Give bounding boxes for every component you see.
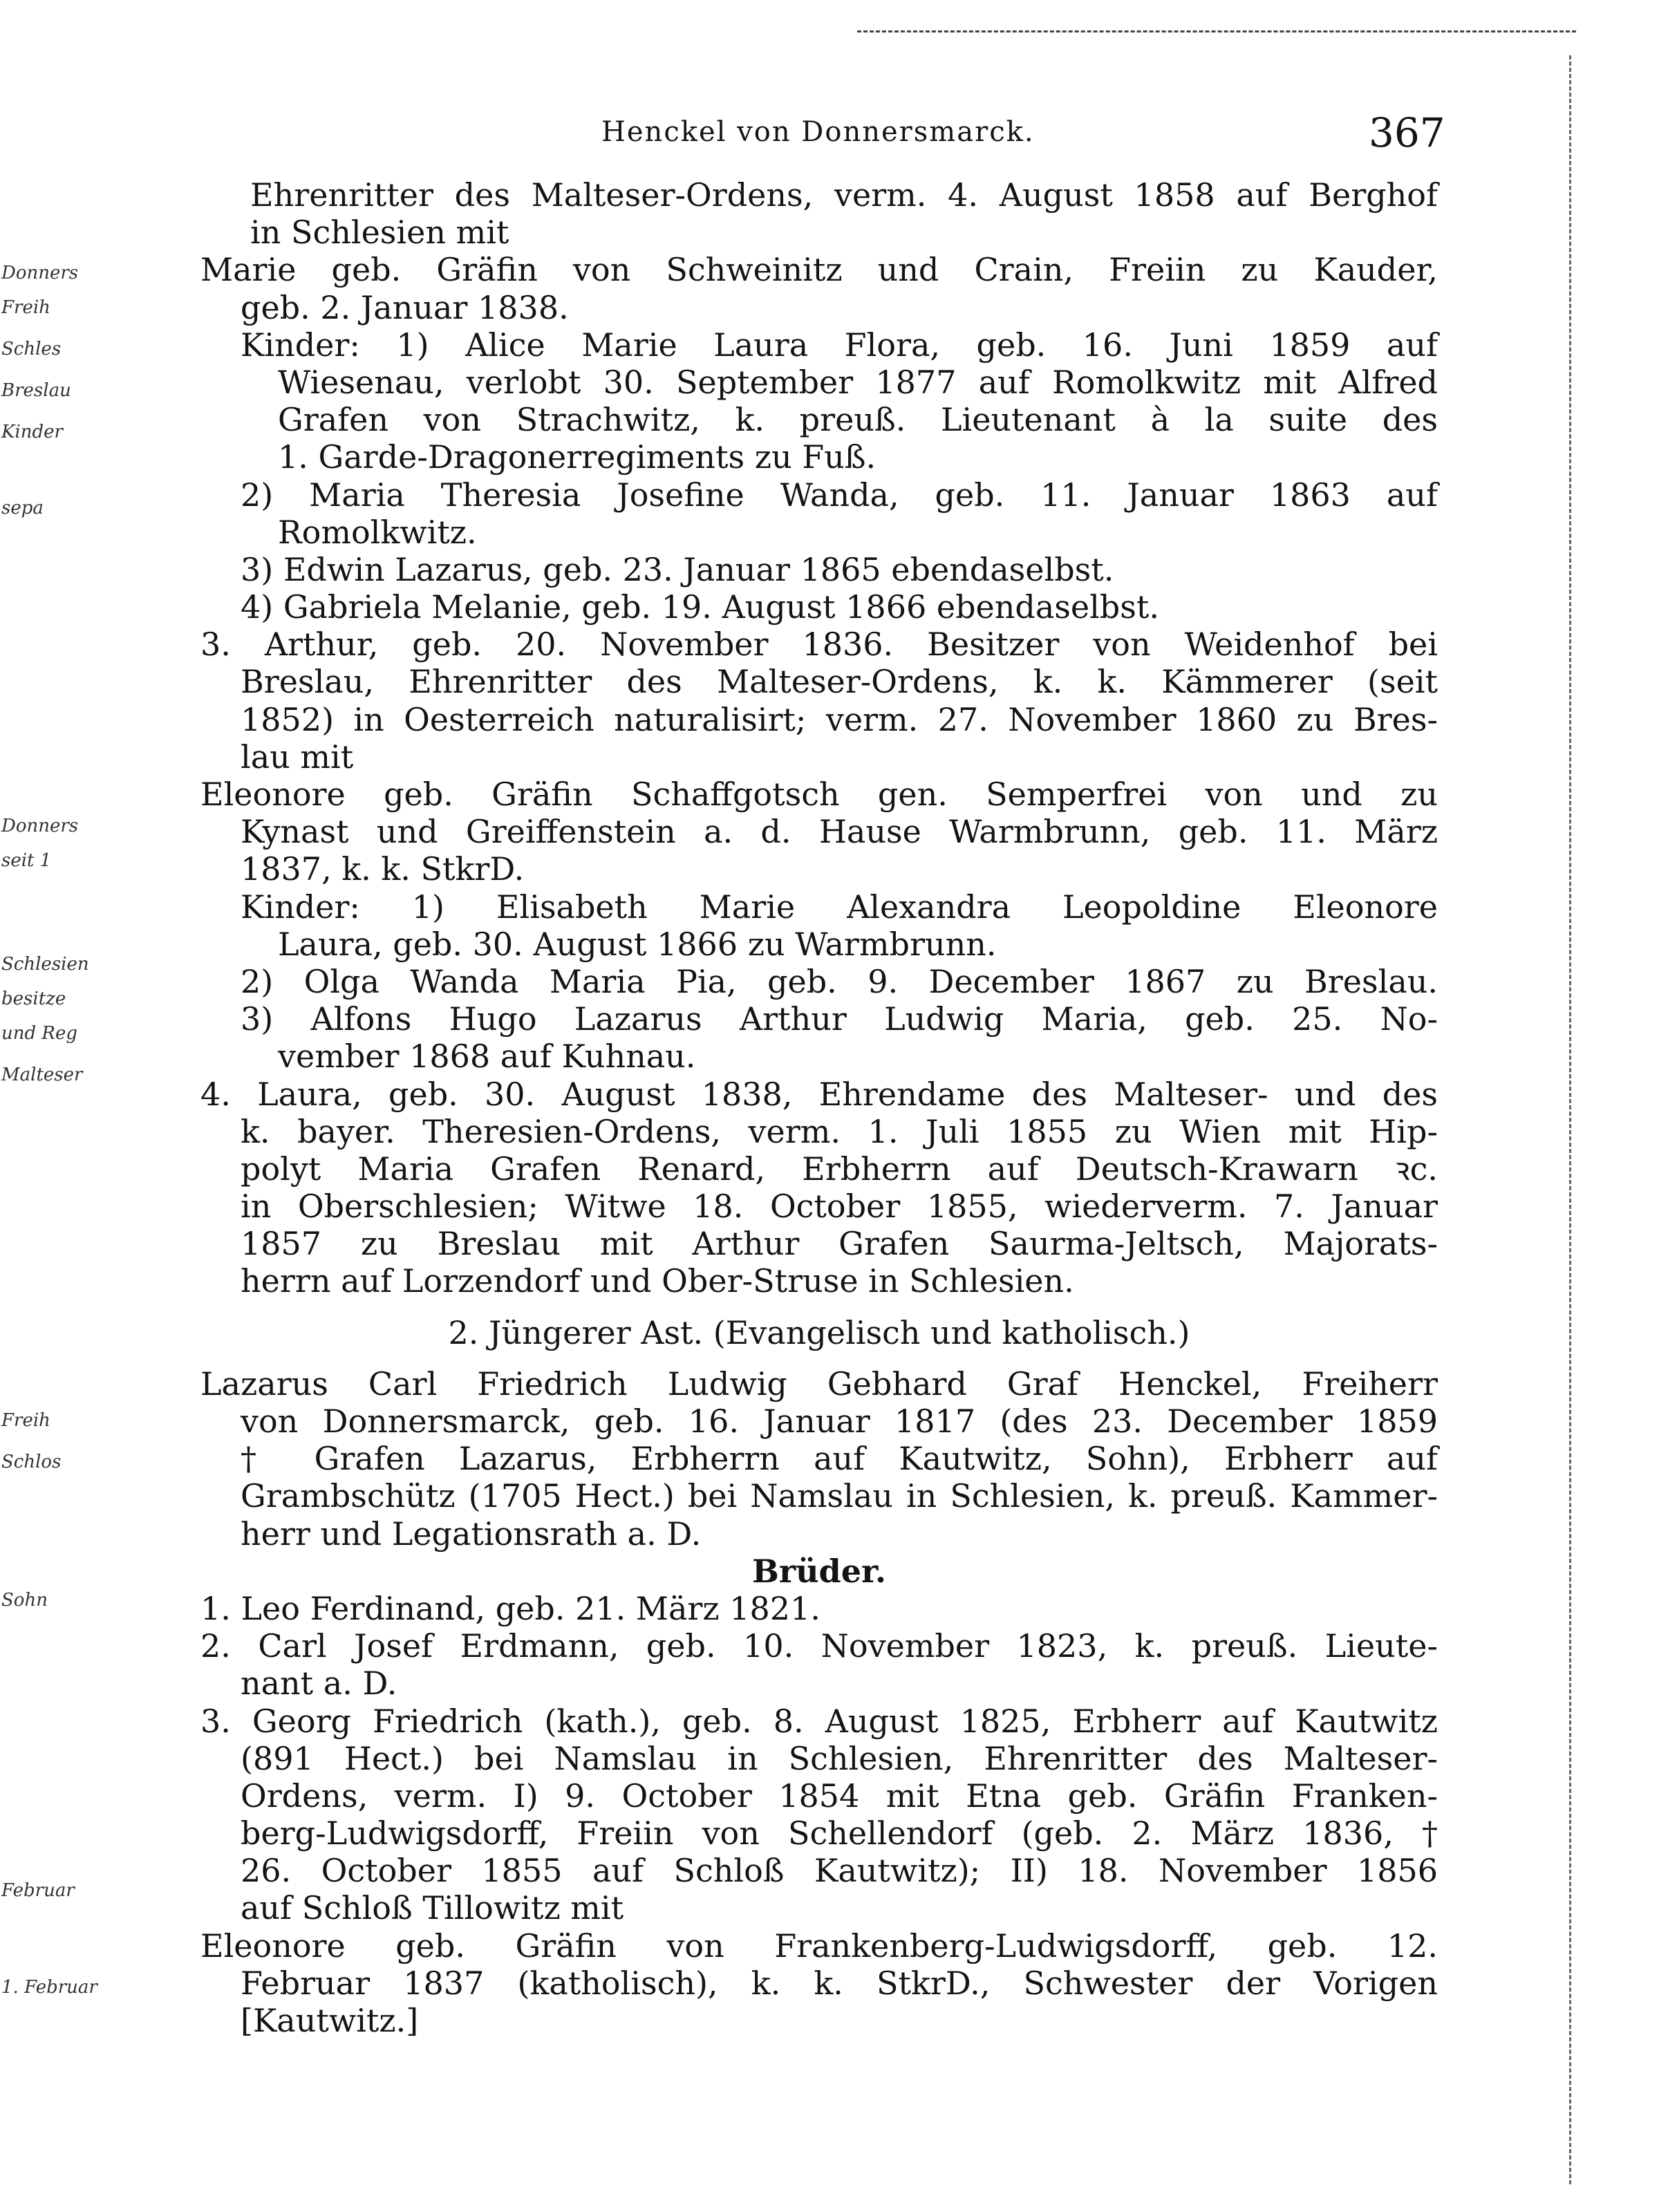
text-line: [Kautwitz.]	[241, 2002, 419, 2039]
margin-fragment: Malteser	[1, 1065, 83, 1085]
text-line: Romolkwitz.	[278, 513, 477, 551]
text-line: 2) Olga Wanda Maria Pia, geb. 9. December 1867 zu Breslau.	[241, 962, 1438, 1000]
margin-fragment: besitze	[1, 988, 66, 1009]
text-line: 1. Garde-Dragonerregiments zu Fuß.	[278, 438, 877, 476]
text-line: 2) Maria Theresia Josefine Wanda, geb. 11. Januar 1863 auf	[241, 476, 1438, 514]
text-line: von Donnersmarck, geb. 16. Januar 1817 (des 23. December 1859	[241, 1403, 1438, 1440]
top-dashed-rule	[857, 30, 1576, 32]
text-line: 3. Georg Friedrich (kath.), geb. 8. August 1825, Erbherr auf Kautwitz	[200, 1702, 1438, 1740]
margin-fragment: Donners	[1, 816, 79, 836]
text-line: berg-Ludwigsdorff, Freiin von Schellendorf (geb. 2. März 1836, †	[241, 1815, 1438, 1853]
text-line: 4. Laura, geb. 30. August 1838, Ehrendame des Malteser- und des	[200, 1075, 1438, 1113]
left-margin-bleedthrough	[0, 0, 97, 2212]
text-line: Wiesenau, verlobt 30. September 1877 auf Romolkwitz mit Alfred	[278, 363, 1438, 401]
text-line: 1837, k. k. StkrD.	[241, 850, 525, 888]
text-line: 1. Leo Ferdinand, geb. 21. März 1821.	[200, 1589, 821, 1627]
text-line: geb. 2. Januar 1838.	[241, 288, 569, 326]
text-line: polyt Maria Grafen Renard, Erbherrn auf Deutsch-Krawarn ꝛc.	[241, 1150, 1438, 1188]
text-line: Lazarus Carl Friedrich Ludwig Gebhard Graf Henckel, Freiherr	[200, 1365, 1438, 1403]
text-line: Kinder: 1) Elisabeth Marie Alexandra Leopoldine Eleonore	[241, 888, 1438, 926]
margin-fragment: Februar	[1, 1880, 75, 1901]
text-line: 2. Carl Josef Erdmann, geb. 10. November 1823, k. preuß. Lieute-	[200, 1627, 1438, 1665]
text-line: 1857 zu Breslau mit Arthur Grafen Saurma-Jeltsch, Majorats-	[241, 1225, 1438, 1263]
text-line: Grafen von Strachwitz, k. preuß. Lieutenant à la suite des	[278, 401, 1438, 439]
text-line: Breslau, Ehrenritter des Malteser-Ordens, k. k. Kämmerer (seit	[241, 663, 1438, 701]
margin-fragment: Freih	[1, 297, 50, 318]
margin-fragment: Schlos	[1, 1452, 62, 1472]
margin-fragment: und Reg	[1, 1023, 78, 1044]
margin-fragment: 1. Februar	[1, 1977, 97, 1998]
text-line: Kinder: 1) Alice Marie Laura Flora, geb. 16. Juni 1859 auf	[241, 326, 1438, 364]
text-line: Eleonore geb. Gräfin von Frankenberg-Ludwigsdorff, geb. 12.	[200, 1927, 1438, 1965]
text-line: 26. October 1855 auf Schloß Kautwitz); II) 18. November 1856	[241, 1852, 1438, 1890]
text-line: Ehrenritter des Malteser-Ordens, verm. 4. August 1858 auf Berghof	[250, 176, 1438, 214]
text-line: 1852) in Oesterreich naturalisirt; verm. 27. November 1860 zu Bres-	[241, 700, 1438, 738]
text-line: Ordens, verm. I) 9. October 1854 mit Etna geb. Gräfin Franken-	[241, 1777, 1438, 1815]
margin-fragment: Kinder	[1, 422, 63, 442]
section-heading: 2. Jüngerer Ast. (Evangelisch und katholisch.)	[448, 1313, 1190, 1351]
text-line: 3) Alfons Hugo Lazarus Arthur Ludwig Maria, geb. 25. No-	[241, 1000, 1438, 1038]
margin-fragment: Sohn	[1, 1590, 48, 1611]
text-line: Kynast und Greiffenstein a. d. Hause Warmbrunn, geb. 11. März	[241, 813, 1438, 851]
margin-fragment: Breslau	[1, 380, 71, 401]
text-line: Laura, geb. 30. August 1866 zu Warmbrunn.	[278, 925, 997, 963]
text-line: † Grafen Lazarus, Erbherrn auf Kautwitz, Sohn), Erbherr auf	[241, 1440, 1438, 1478]
text-line: (891 Hect.) bei Namslau in Schlesien, Ehrenritter des Malteser-	[241, 1739, 1438, 1777]
text-line: herrn auf Lorzendorf und Ober-Struse in Schlesien.	[241, 1262, 1074, 1300]
text-line: herr und Legationsrath a. D.	[241, 1515, 702, 1553]
text-line: nant a. D.	[241, 1665, 397, 1703]
text-line: vember 1868 auf Kuhnau.	[278, 1038, 696, 1076]
text-line: Februar 1837 (katholisch), k. k. StkrD., Schwester der Vorigen	[241, 1964, 1438, 2002]
margin-fragment: Schlesien	[1, 954, 89, 975]
text-line: in Schlesien mit	[250, 214, 509, 252]
page-number: 367	[1369, 109, 1445, 156]
text-line: Marie geb. Gräfin von Schweinitz und Crain, Freiin zu Kauder,	[200, 251, 1438, 289]
margin-fragment: Schles	[1, 339, 62, 359]
margin-fragment: Donners	[1, 263, 79, 283]
text-line: in Oberschlesien; Witwe 18. October 1855, wiederverm. 7. Januar	[241, 1188, 1438, 1226]
margin-fragment: seit 1	[1, 850, 52, 871]
margin-fragment: Freih	[1, 1410, 50, 1431]
subheading-brueder: Brüder.	[751, 1552, 887, 1590]
text-line: auf Schloß Tillowitz mit	[241, 1889, 624, 1927]
running-head-title: Henckel von Donnersmarck.	[601, 116, 1035, 148]
running-head	[0, 109, 1659, 158]
text-line: Grambschütz (1705 Hect.) bei Namslau in Schlesien, k. preuß. Kammer-	[241, 1477, 1438, 1515]
text-line: 3) Edwin Lazarus, geb. 23. Januar 1865 ebendaselbst.	[241, 550, 1114, 588]
text-line: 3. Arthur, geb. 20. November 1836. Besitzer von Weidenhof bei	[200, 626, 1438, 664]
text-line: 4) Gabriela Melanie, geb. 19. August 1866 ebendaselbst.	[241, 588, 1159, 626]
text-line: k. bayer. Theresien-Ordens, verm. 1. Juli 1855 zu Wien mit Hip-	[241, 1112, 1438, 1150]
document-body	[200, 176, 1438, 2039]
margin-fragment: sepa	[1, 498, 44, 518]
text-line: Eleonore geb. Gräfin Schaffgotsch gen. Semperfrei von und zu	[200, 776, 1438, 813]
text-line: lau mit	[241, 738, 354, 776]
right-dashed-rule	[1569, 55, 1571, 2184]
